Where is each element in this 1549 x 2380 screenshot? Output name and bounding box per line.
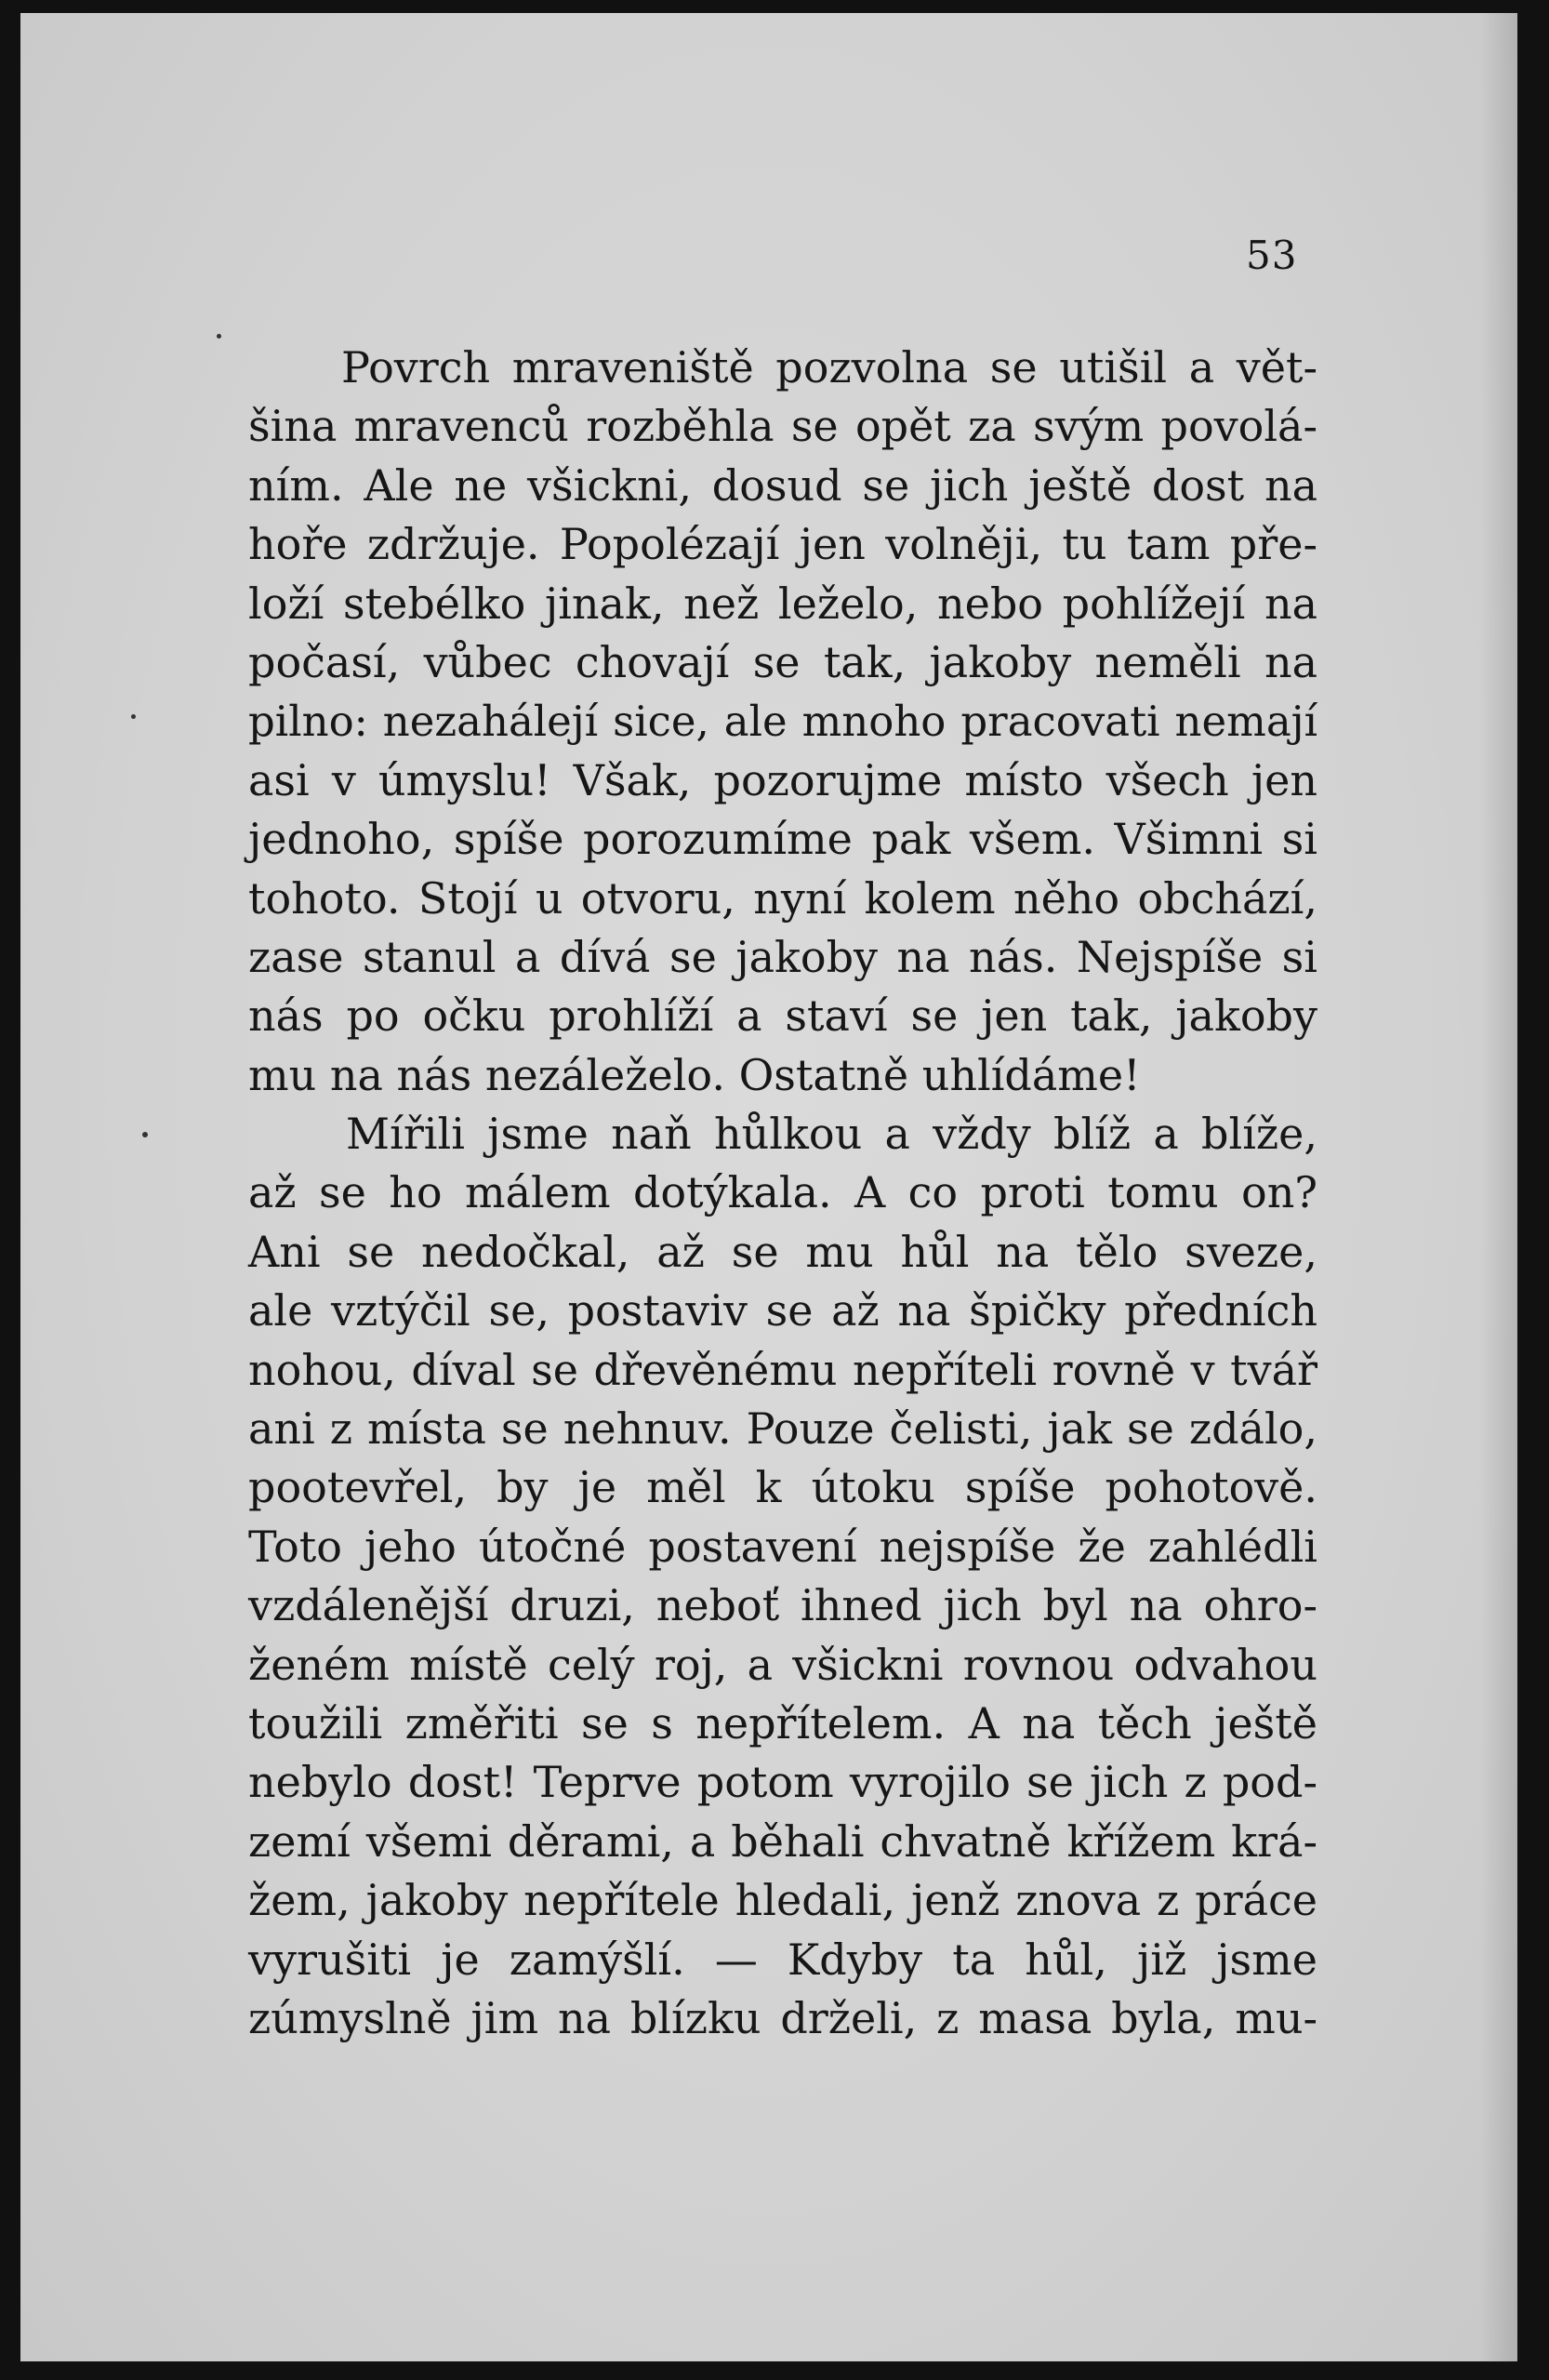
text-line: žem, jakoby nepřítele hledali, jenž znova z práce [248,1875,1317,1926]
text-line: zemí všemi děrami, a běhali chvatně křížem krá- [248,1815,1317,1867]
text-line: ním. Ale ne všickni, dosud se jich ještě dost na [248,459,1317,511]
text-line: Ani se nedočkal, až se mu hůl na tělo sveze, [248,1226,1317,1277]
text-line: zase stanul a dívá se jakoby na nás. Nejspíše si [248,931,1317,982]
text-line: až se ho málem dotýkala. A co proti tomu on? [248,1167,1317,1218]
text-line: počasí, vůbec chovají se tak, jakoby neměli na [248,636,1317,687]
text-line: tohoto. Stojí u otvoru, nyní kolem něho obchází, [248,872,1317,924]
text-line: ani z místa se nehnuv. Pouze čelisti, jak se zdálo, [248,1403,1317,1455]
text-line: nás po očku prohlíží a staví se jen tak, jakoby [248,991,1317,1042]
text-line: Toto jeho útočné postavení nejspíše že zahlédli [248,1521,1317,1572]
paper-speck [217,334,221,339]
text-line: hoře zdržuje. Popolézají jen volněji, tu tam pře- [248,519,1317,570]
text-line: nohou, díval se dřevěnému nepříteli rovně v tvář [248,1344,1317,1395]
paper-speck [142,1132,148,1137]
text-line: Mířili jsme naň hůlkou a vždy blíž a blíže, [346,1109,1317,1160]
text-line: vyrušiti je zamýšlí. — Kdyby ta hůl, již jsme [248,1934,1317,1985]
text-line: ženém místě celý roj, a všickni rovnou odvahou [248,1639,1317,1690]
text-line: asi v úmyslu! Však, pozorujme místo všech jen [248,754,1317,805]
text-line: toužili změřiti se s nepřítelem. A na těch ještě [248,1697,1317,1748]
text-line: vzdálenější druzi, neboť ihned jich byl na ohro- [248,1580,1317,1631]
scanned-page [20,13,1517,2361]
page-number: 53 [1246,233,1298,278]
text-line: ale vztýčil se, postaviv se až na špičky předních [248,1285,1317,1336]
text-line: zúmyslně jim na blízku drželi, z masa byla, mu- [248,1992,1317,2043]
text-line: jednoho, spíše porozumíme pak všem. Všimni si [248,814,1317,865]
text-line: šina mravenců rozběhla se opět za svým povolá- [248,401,1317,452]
text-line: mu na nás nezáleželo. Ostatně uhlídáme! [248,1049,1141,1100]
text-line: pilno: nezahálejí sice, ale mnoho pracovati nemají [248,697,1317,747]
paper-speck [131,714,136,719]
text-line: pootevřel, by je měl k útoku spíše pohotově. [248,1462,1317,1513]
text-line: loží stebélko jinak, než leželo, nebo pohlížejí na [248,578,1317,629]
text-line: nebylo dost! Teprve potom vyrojilo se jich z pod- [248,1757,1317,1808]
body-text [248,339,1317,2048]
text-line: Povrch mraveniště pozvolna se utišil a vět- [341,342,1317,392]
page-shadow-edge [1480,13,1517,2361]
